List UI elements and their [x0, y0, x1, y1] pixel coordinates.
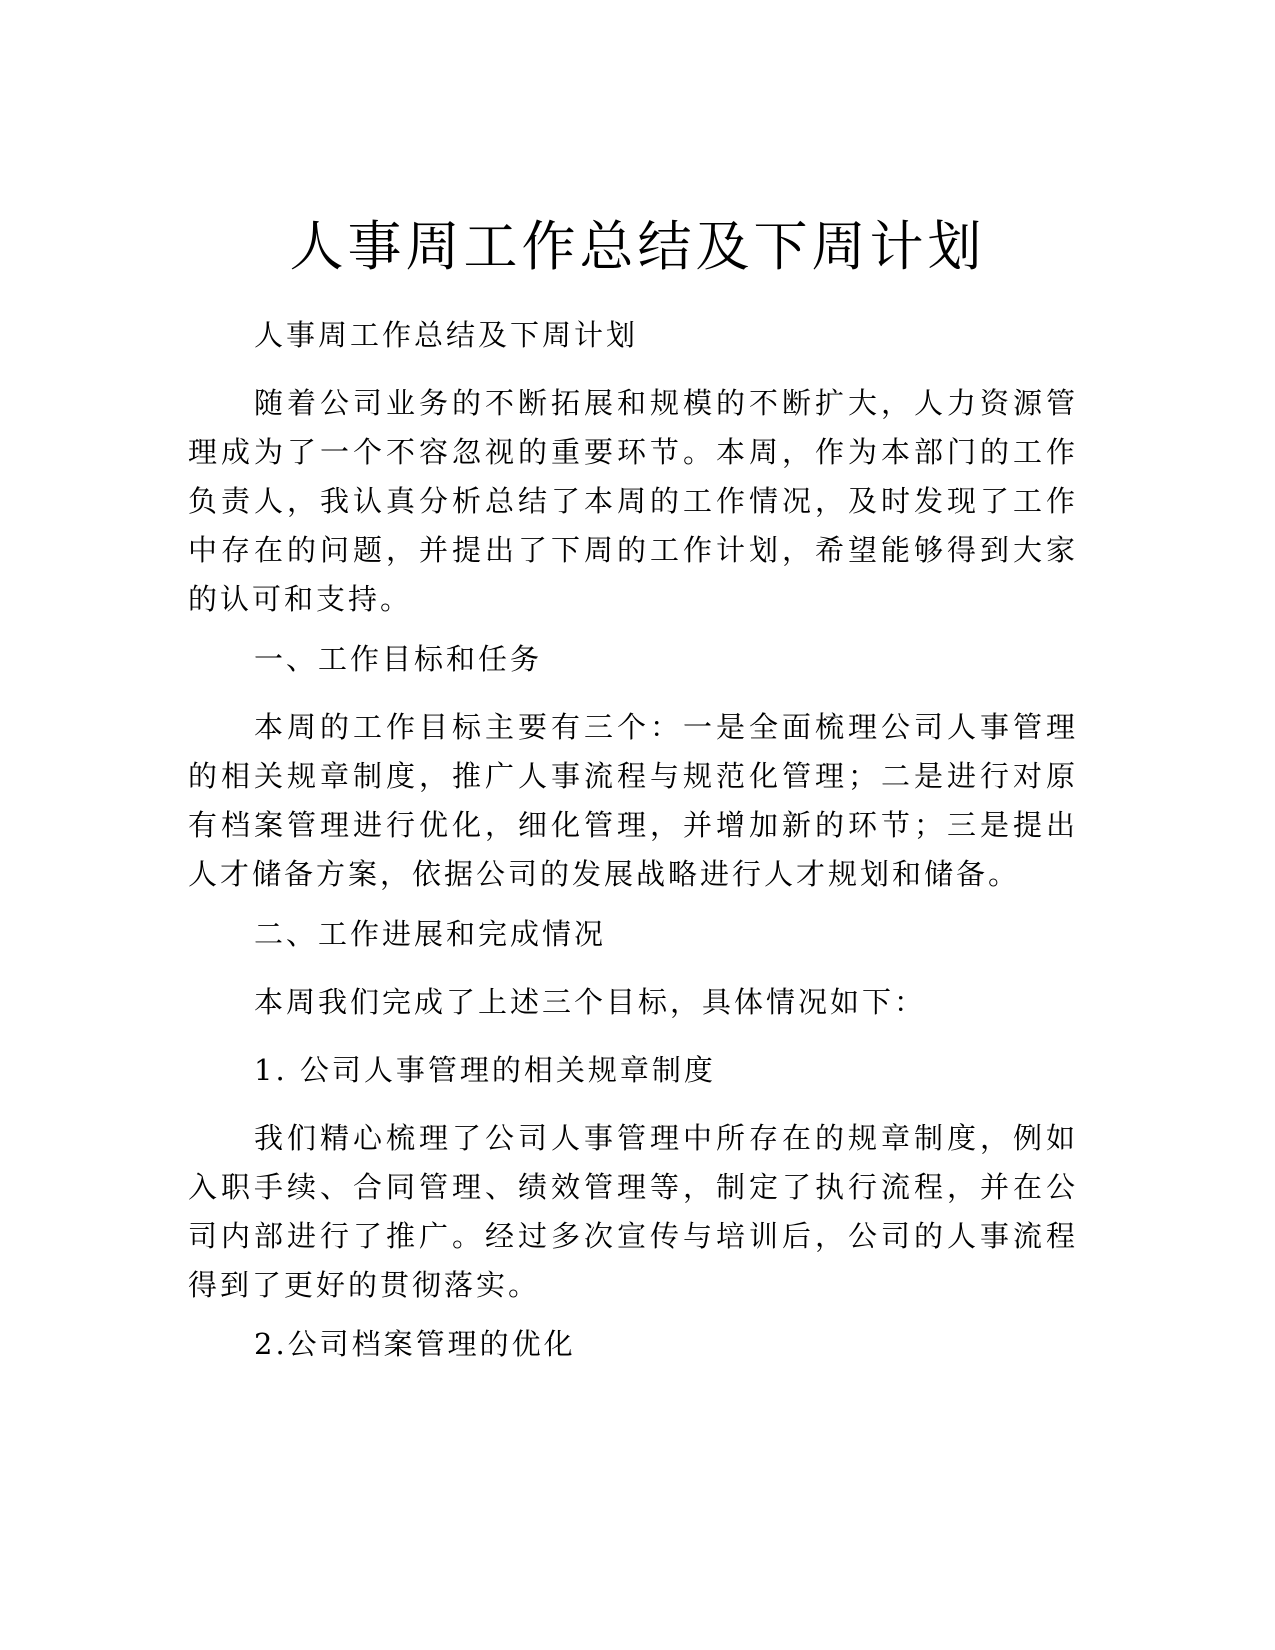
section-heading-progress: 二、工作进展和完成情况: [254, 917, 607, 951]
subtitle-paragraph: 人事周工作总结及下周计划: [254, 318, 639, 352]
progress-intro-paragraph: 本周我们完成了上述三个目标，具体情况如下：: [254, 985, 927, 1019]
document-title: 人事周工作总结及下周计划: [289, 215, 986, 278]
goals-paragraph: 本周的工作目标主要有三个：一是全面梳理公司人事管理的相关规章制度，推广人事流程与规范化管理；二是进行对原有档案管理进行优化，细化管理，并增加新的环节；三是提出人才储备方案，依据公司的发展战略进行人才规划和储备。: [188, 710, 1078, 891]
subheading-rules: 1. 公司人事管理的相关规章制度: [254, 1053, 716, 1087]
subheading-archives: 2.公司档案管理的优化: [254, 1327, 576, 1361]
intro-paragraph: 随着公司业务的不断拓展和规模的不断扩大，人力资源管理成为了一个不容忽视的重要环节。本周，作为本部门的工作负责人，我认真分析总结了本周的工作情况，及时发现了工作中存在的问题，并提出了下周的工作计划，希望能够得到大家的认可和支持。: [188, 386, 1078, 616]
section-heading-goals: 一、工作目标和任务: [254, 642, 543, 676]
rules-paragraph: 我们精心梳理了公司人事管理中所存在的规章制度，例如入职手续、合同管理、绩效管理等，制定了执行流程，并在公司内部进行了推广。经过多次宣传与培训后，公司的人事流程得到了更好的贯彻落实。: [188, 1121, 1078, 1302]
